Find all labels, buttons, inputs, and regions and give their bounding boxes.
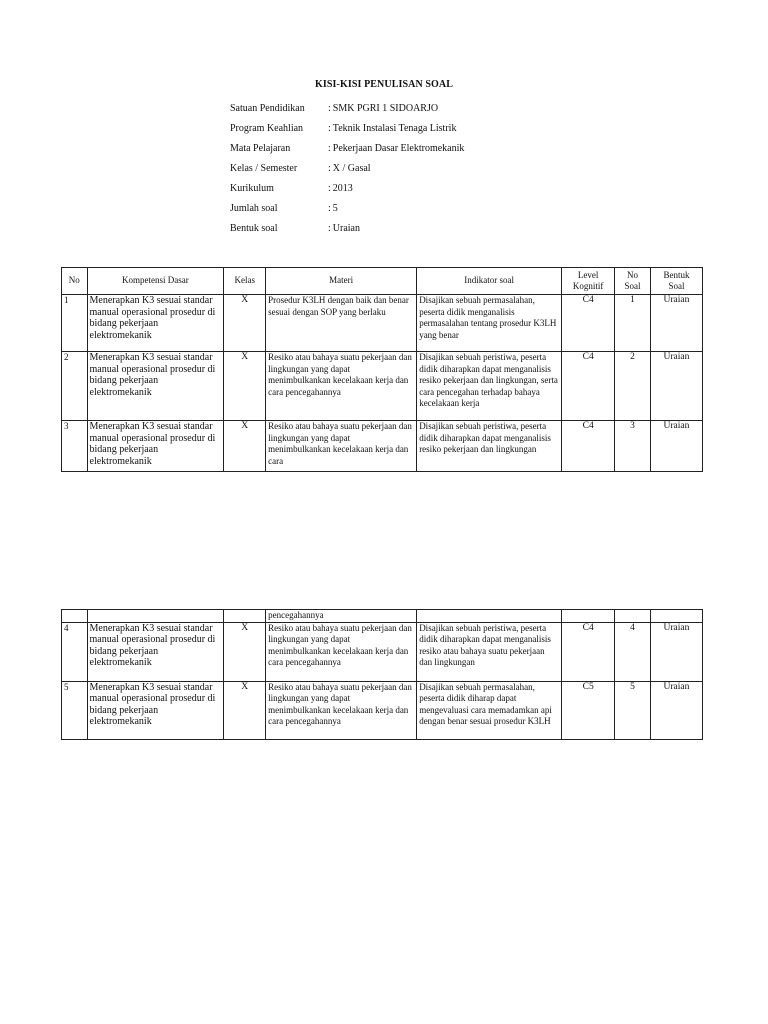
table-row <box>62 352 703 421</box>
cell-kelas: X <box>224 681 266 739</box>
cell-kelas <box>224 610 266 623</box>
cell-no: 1 <box>62 295 88 352</box>
table-row <box>62 622 703 681</box>
cell-level: C4 <box>562 295 615 352</box>
cell-no: 4 <box>62 622 88 681</box>
header-no: No <box>62 268 88 295</box>
cell-bentuk: Uraian <box>650 421 702 472</box>
header-kompetensi-dasar: Kompetensi Dasar <box>87 268 224 295</box>
cell-materi: pencegahannya <box>266 610 417 623</box>
meta-colon: : <box>328 223 331 234</box>
meta-label: Kelas / Semester <box>230 163 298 174</box>
cell-kelas: X <box>224 421 266 472</box>
header-indikator-soal: Indikator soal <box>417 268 562 295</box>
cell-level: C4 <box>562 622 615 681</box>
meta-label: Kurikulum <box>230 183 274 194</box>
document-title: KISI-KISI PENULISAN SOAL <box>315 79 453 90</box>
cell-bentuk: Uraian <box>650 352 702 421</box>
cell-materi: Resiko atau bahaya suatu pekerjaan dan lingkungan yang dapat menimbulkankan kecelakaan kerja dan cara <box>266 421 417 472</box>
cell-no-soal: 4 <box>615 622 651 681</box>
header-no-soal <box>615 268 651 295</box>
cell-kelas: X <box>224 352 266 421</box>
cell-kompetensi: Menerapkan K3 sesuai standar manual operasional prosedur di bidang pekerjaan elektromekanik <box>87 622 224 681</box>
cell-kompetensi: Menerapkan K3 sesuai standar manual operasional prosedur di bidang pekerjaan elektromekanik <box>87 421 224 472</box>
header-materi: Materi <box>266 268 417 295</box>
cell-indikator: Disajikan sebuah peristiwa, peserta didik diharapkan dapat menganalisis resiko atau bahaya suatu pekerjaan dan lingkungan <box>417 622 562 681</box>
kisi-table-page-1 <box>61 267 703 472</box>
cell-level: C4 <box>562 421 615 472</box>
meta-label: Satuan Pendidikan <box>230 103 305 114</box>
cell-no: 5 <box>62 681 88 739</box>
meta-colon: : <box>328 163 331 174</box>
header-bentuk-line-1: Bentuk <box>663 269 690 280</box>
cell-no-soal: 5 <box>615 681 651 739</box>
cell-no: 2 <box>62 352 88 421</box>
meta-value: Pekerjaan Dasar Elektromekanik <box>332 143 465 154</box>
table-continuation-row <box>62 610 703 623</box>
cell-level: C4 <box>562 352 615 421</box>
cell-no-soal: 2 <box>615 352 651 421</box>
cell-no-soal <box>615 610 651 623</box>
meta-label: Jumlah soal <box>230 203 278 214</box>
meta-value: X / Gasal <box>332 163 371 174</box>
cell-no-soal: 1 <box>615 295 651 352</box>
cell-materi: Prosedur K3LH dengan baik dan benar sesuai dengan SOP yang berlaku <box>266 295 417 352</box>
cell-kelas: X <box>224 295 266 352</box>
cell-indikator: Disajikan sebuah permasalahan, peserta didik diharap dapat mengevaluasi cara memadamkan api dengan benar sesuai prosedur K3LH <box>417 681 562 739</box>
cell-kompetensi: Menerapkan K3 sesuai standar manual operasional prosedur di bidang pekerjaan elektromekanik <box>87 295 224 352</box>
meta-label: Program Keahlian <box>230 123 304 134</box>
cell-no <box>62 610 88 623</box>
header-nosoal-line-1: No <box>627 269 639 280</box>
cell-materi: Resiko atau bahaya suatu pekerjaan dan lingkungan yang dapat menimbulkankan kecelakaan kerja dan cara pencegahannya <box>266 352 417 421</box>
cell-indikator: Disajikan sebuah permasalahan, peserta didik menganalisis permasalahan tentang prosedur K3LH yang benar <box>417 295 562 352</box>
cell-materi: Resiko atau bahaya suatu pekerjaan dan lingkungan yang dapat menimbulkankan kecelakaan kerja dan cara pencegahannya <box>266 622 417 681</box>
header-nosoal-line-2: Soal <box>624 281 641 291</box>
meta-label: Bentuk soal <box>230 223 278 234</box>
cell-no: 3 <box>62 421 88 472</box>
meta-colon: : <box>328 183 331 194</box>
meta-colon: : <box>328 203 331 214</box>
cell-kompetensi: Menerapkan K3 sesuai standar manual operasional prosedur di bidang pekerjaan elektromekanik <box>87 352 224 421</box>
meta-colon: : <box>328 143 331 154</box>
meta-value: SMK PGRI 1 SIDOARJO <box>332 103 439 114</box>
cell-level: C5 <box>562 681 615 739</box>
meta-value: 5 <box>332 203 338 214</box>
table-row <box>62 295 703 352</box>
cell-kompetensi: Menerapkan K3 sesuai standar manual operasional prosedur di bidang pekerjaan elektromekanik <box>87 681 224 739</box>
table-row <box>62 681 703 739</box>
meta-value: Teknik Instalasi Tenaga Listrik <box>332 123 457 134</box>
meta-colon: : <box>328 103 331 114</box>
kisi-table-page-2 <box>61 609 703 740</box>
header-bentuk-line-2: Soal <box>668 281 685 291</box>
header-level-line-2: Kognitif <box>572 281 604 291</box>
cell-bentuk: Uraian <box>650 295 702 352</box>
header-level-line-1: Level <box>577 269 599 280</box>
header-kelas: Kelas <box>224 268 266 295</box>
meta-label: Mata Pelajaran <box>230 143 291 154</box>
meta-value: Uraian <box>332 223 360 234</box>
header-level-kognitif <box>562 268 615 295</box>
cell-bentuk: Uraian <box>650 622 702 681</box>
cell-kompetensi <box>87 610 224 623</box>
cell-no-soal: 3 <box>615 421 651 472</box>
cell-bentuk: Uraian <box>650 681 702 739</box>
cell-indikator <box>417 610 562 623</box>
cell-indikator: Disajikan sebuah peristiwa, peserta didik diharapkan dapat menganalisis resiko pekerjaan dan lingkungan <box>417 421 562 472</box>
table-row <box>62 421 703 472</box>
header-bentuk-soal <box>650 268 702 295</box>
cell-level <box>562 610 615 623</box>
cell-kelas: X <box>224 622 266 681</box>
table-header-row <box>62 268 703 295</box>
cell-materi: Resiko atau bahaya suatu pekerjaan dan lingkungan yang dapat menimbulkankan kecelakaan kerja dan cara pencegahannya <box>266 681 417 739</box>
cell-bentuk <box>650 610 702 623</box>
meta-colon: : <box>328 123 331 134</box>
meta-value: 2013 <box>332 183 353 194</box>
cell-indikator: Disajikan sebuah peristiwa, peserta didik diharapkan dapat menganalisis resiko pekerjaan dan lingkungan, serta cara pencegahan terhadap bahaya kecelakaan kerja <box>417 352 562 421</box>
